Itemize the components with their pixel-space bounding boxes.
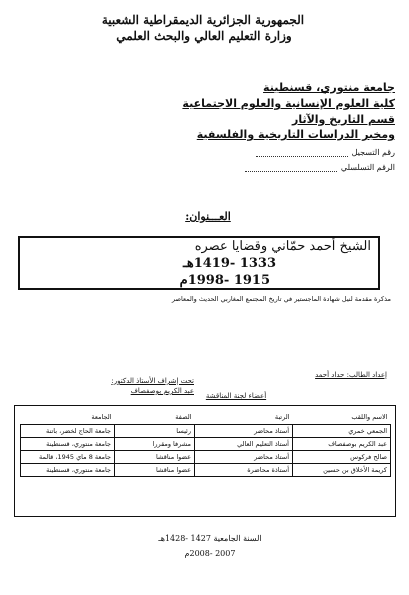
cell-rank: أستاذ محاضر <box>195 424 293 437</box>
hijri-years: 1333 -1419هـ <box>183 256 276 271</box>
university-name: جامعة منتوري، قسنطينة <box>263 81 395 94</box>
gregorian-years: 1915 -1998م <box>179 273 270 288</box>
faculty-name: كلية العلوم الإنسانية والعلوم الاجتماعية <box>182 97 395 110</box>
cell-role: رئيسا <box>115 424 195 437</box>
table-header-row <box>21 410 391 424</box>
memo-description: مذكرة مقدمة لنيل شهادة الماجستير في تاريخ المجتمع المغاربي الحديث والمعاصر <box>171 295 391 303</box>
header-cell-name: الاسم واللقب <box>293 410 391 424</box>
title-label: العـــنوان: <box>185 210 231 223</box>
serial-number-field <box>245 164 395 172</box>
lab-name: ومخبر الدراسات التاريخية والفلسفية <box>196 128 395 141</box>
committee-title: أعضاء لجنة المناقشة <box>205 392 267 400</box>
cell-name: عبد الكريم بوصفصاف <box>293 437 391 450</box>
cell-rank: أستاذ محاضر <box>195 450 293 463</box>
table-row <box>21 450 391 463</box>
header-cell-role: الصفة <box>115 410 195 424</box>
academic-year-gregorian: 2007 -2008م <box>184 549 236 558</box>
cell-university: جامعة منتوري، قسنطينة <box>21 463 115 476</box>
cell-rank: أستاذة محاضرة <box>195 463 293 476</box>
cell-role: عضوا مناقشا <box>115 463 195 476</box>
cell-university: جامعة الحاج لخضر، باتنة <box>21 424 115 437</box>
prepared-by: إعداد الطالب: حداد أحمد <box>315 371 387 379</box>
academic-year-hijri: السنة الجامعية 1427 -1428هـ <box>158 534 262 543</box>
registration-label: رقم التسجيل <box>351 148 395 157</box>
header-cell-university: الجامعة <box>21 410 115 424</box>
cell-role: عضوا مناقشا <box>115 450 195 463</box>
header-cell-rank: الرتبة <box>195 410 293 424</box>
jury-table <box>20 410 391 477</box>
republic-header: الجمهورية الجزائرية الديمقراطية الشعبية <box>101 13 305 27</box>
supervisor-label: تحت إشراف الأستاذ الدكتور: <box>111 377 194 385</box>
cell-name: صالح فركوس <box>293 450 391 463</box>
department-name: قسم التاريخ والآثار <box>292 113 395 126</box>
cell-name: الجمعي خمري <box>293 424 391 437</box>
registration-dots <box>256 156 348 157</box>
ministry-header: وزارة التعليم العالي والبحث العلمي <box>116 29 292 43</box>
cell-university: جامعة منتوري، قسنطينة <box>21 437 115 450</box>
table-row <box>21 463 391 476</box>
thesis-title: الشيخ أحمد حمّاني وقضايا عصره <box>194 239 371 254</box>
supervisor-name: عبد الكريم بوصفصاف <box>130 387 194 395</box>
serial-dots <box>245 171 337 172</box>
registration-number-field <box>256 149 395 157</box>
serial-label: الرقم التسلسلي <box>340 163 395 172</box>
cell-role: مشرفا ومقررا <box>115 437 195 450</box>
table-row <box>21 424 391 437</box>
cell-rank: أستاذ التعليم العالي <box>195 437 293 450</box>
cell-name: كريمة الأخلاق بن حسين <box>293 463 391 476</box>
table-row <box>21 437 391 450</box>
cell-university: جامعة 8 ماي 1945، قالمة <box>21 450 115 463</box>
